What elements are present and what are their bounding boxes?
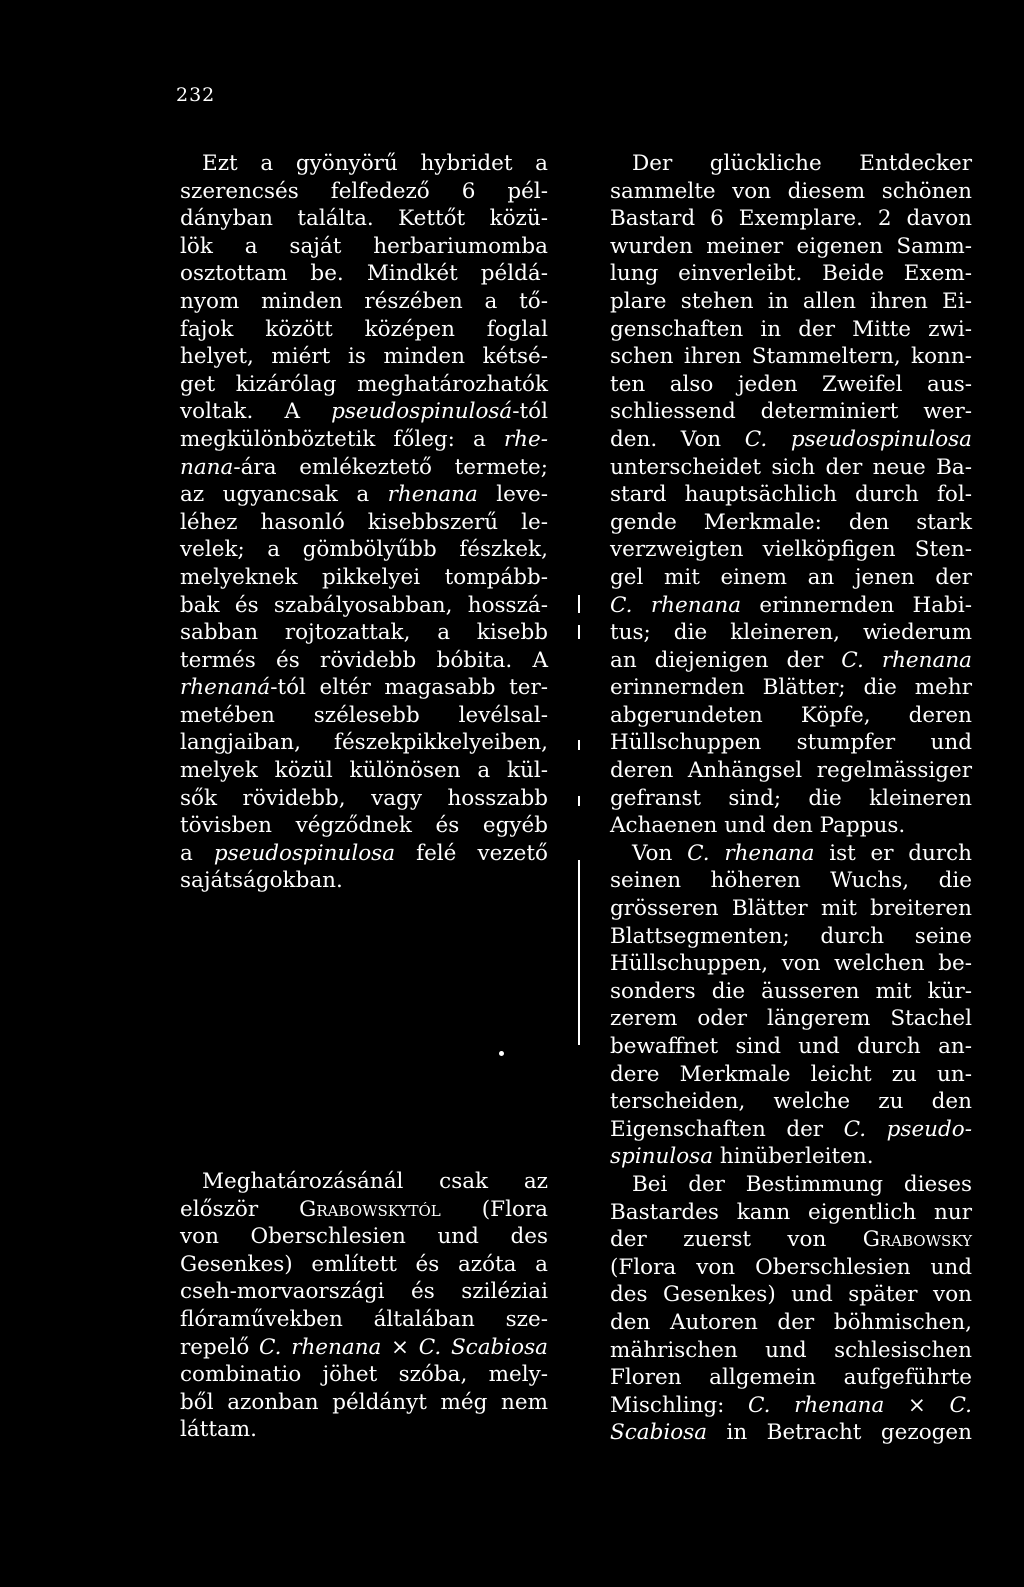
text-line: Meghatározásánál csak az [202,1169,548,1194]
text-line: Floren allgemein aufgeführte [610,1365,972,1391]
text-line: lung einverleibt. Beide Exem- [610,261,972,287]
text-line: erinnernden Blätter; die mehr [610,675,972,701]
text-line: láttam. [180,1417,258,1443]
column-divider-tick [578,796,580,806]
text-line: Mischling: C. rhenana × C. [610,1392,972,1418]
text-line: metében szélesebb levélsal- [180,702,548,728]
text-line: grösseren Blätter mit breiteren [610,896,972,922]
text-line: az ugyancsak a rhenana leve- [180,482,548,508]
text-line: combinatio jöhet szóba, mely- [180,1362,548,1388]
text-line: terscheiden, welche zu den [610,1089,972,1115]
text-line: den Autoren der böhmischen, [610,1309,972,1335]
german-column [610,150,972,1447]
text-line: stard hauptsächlich durch fol- [610,482,972,508]
text-line: cseh-morvaországi és sziléziai [180,1279,548,1305]
text-line: der zuerst von Grabowsky [610,1227,972,1253]
text-line: fajok között középen foglal [180,316,548,342]
text-line: plare stehen in allen ihren Ei- [610,288,972,314]
text-line: Scabiosa in Betracht gezogen [610,1420,972,1446]
text-line: melyeknek pikkelyei tompább- [180,564,548,590]
text-line: Hüllschuppen stumpfer und [610,730,972,756]
speck-dot [499,1051,504,1056]
text-line: léhez hasonló kisebbszerű le- [180,509,548,535]
text-line: Achaenen und den Pappus. [610,813,906,839]
text-line: helyet, miért is minden kétsé- [180,344,548,370]
text-line: ből azonban példányt még nem [180,1389,548,1415]
text-line: Der glückliche Entdecker [632,151,972,176]
text-line: Hüllschuppen, von welchen be- [610,951,972,977]
page-number: 232 [176,84,216,106]
text-line: osztottam be. Mindkét példá- [180,261,548,287]
text-line: Von C. rhenana ist er durch [632,840,972,866]
text-line: Eigenschaften der C. pseudo- [610,1116,972,1142]
text-line: zerem oder längerem Stachel [610,1006,972,1032]
text-line: Bastard 6 Exemplare. 2 davon [610,206,972,232]
text-line: repelő C. rhenana × C. Scabiosa [180,1334,548,1360]
text-line: sabban rojtozattak, a kisebb [180,620,548,646]
text-line: ten also jeden Zweifel aus- [610,371,972,397]
text-line: seinen höheren Wuchs, die [610,868,972,894]
text-line: des Gesenkes) und später von [610,1282,972,1308]
text-line: Bastardes kann eigentlich nur [610,1199,972,1225]
text-line: gefranst sind; die kleineren [610,785,972,811]
text-line: sonders die äusseren mit kür- [610,978,972,1004]
text-line: termés és rövidebb bóbita. A [180,647,548,673]
text-line: verzweigten vielköpfigen Sten- [610,537,972,563]
text-line: wurden meiner eigenen Samm- [610,233,972,259]
text-line: (Flora von Oberschlesien und [610,1254,972,1280]
text-line: C. rhenana erinnernden Habi- [610,592,972,618]
text-line: sők rövidebb, vagy hosszabb [180,785,548,811]
text-line: schen ihren Stammeltern, konn- [610,344,972,370]
text-line: tövisben végződnek és egyéb [180,813,548,839]
text-line: Gesenkes) említett és azóta a [180,1251,548,1277]
hungarian-column-bottom [180,1168,548,1444]
text-line: Bei der Bestimmung dieses [632,1171,972,1197]
text-line: abgerundeten Köpfe, deren [610,702,972,728]
text-line: velek; a gömbölyűbb fészkek, [180,537,548,563]
text-line: gel mit einem an jenen der [610,564,972,590]
text-line: sajátságokban. [180,868,343,894]
text-line: dere Merkmale leicht zu un- [610,1061,972,1087]
text-line: rhenaná-tól eltér magasabb ter- [180,675,548,701]
text-line: sammelte von diesem schönen [610,178,972,204]
text-line: bewaffnet sind und durch an- [610,1034,972,1059]
text-line: unterscheidet sich der neue Ba- [610,454,972,480]
text-line: schliessend determiniert wer- [610,399,972,425]
text-line: lök a saját herbariumomba [180,233,548,259]
text-line: get kizárólag meghatározhatók [180,371,548,397]
text-line: mährischen und schlesischen [610,1337,972,1363]
text-line: melyek közül különösen a kül- [180,758,548,784]
column-divider-tick [578,595,580,613]
text-line: a pseudospinulosa felé vezető [180,840,548,866]
text-line: bak és szabályosabban, hosszá- [180,592,548,618]
text-line: genschaften in der Mitte zwi- [610,316,972,342]
text-line: gende Merkmale: den stark [610,509,972,535]
text-line: den. Von C. pseudospinulosa [610,426,972,452]
text-line: flóraművekben általában sze- [180,1306,548,1332]
text-line: Blattsegmenten; durch seine [610,923,972,949]
text-line: dányban találta. Kettőt közü- [180,206,548,232]
text-line: tus; die kleineren, wiederum [610,620,972,646]
text-line: von Oberschlesien und des [180,1224,548,1250]
text-line: spinulosa hinüberleiten. [610,1144,874,1170]
text-line: langjaiban, fészekpikkelyeiben, [180,730,548,756]
column-divider-tick [578,740,580,750]
text-line: voltak. A pseudospinulosá-tól [180,399,548,425]
text-line: szerencsés felfedező 6 pél- [180,178,548,204]
column-divider-tick [578,625,580,639]
hungarian-column-top [180,150,548,895]
text-line: először Grabowskytól (Flora [180,1196,548,1222]
text-line: megkülönböztetik főleg: a rhe- [180,426,548,452]
text-line: deren Anhängsel regelmässiger [610,758,972,784]
text-line: an diejenigen der C. rhenana [610,647,972,673]
text-line: nana-ára emlékeztető termete; [180,454,548,480]
text-line: nyom minden részében a tő- [180,288,548,314]
text-line: Ezt a gyönyörű hybridet a [202,151,548,176]
column-divider-line [578,860,580,1045]
